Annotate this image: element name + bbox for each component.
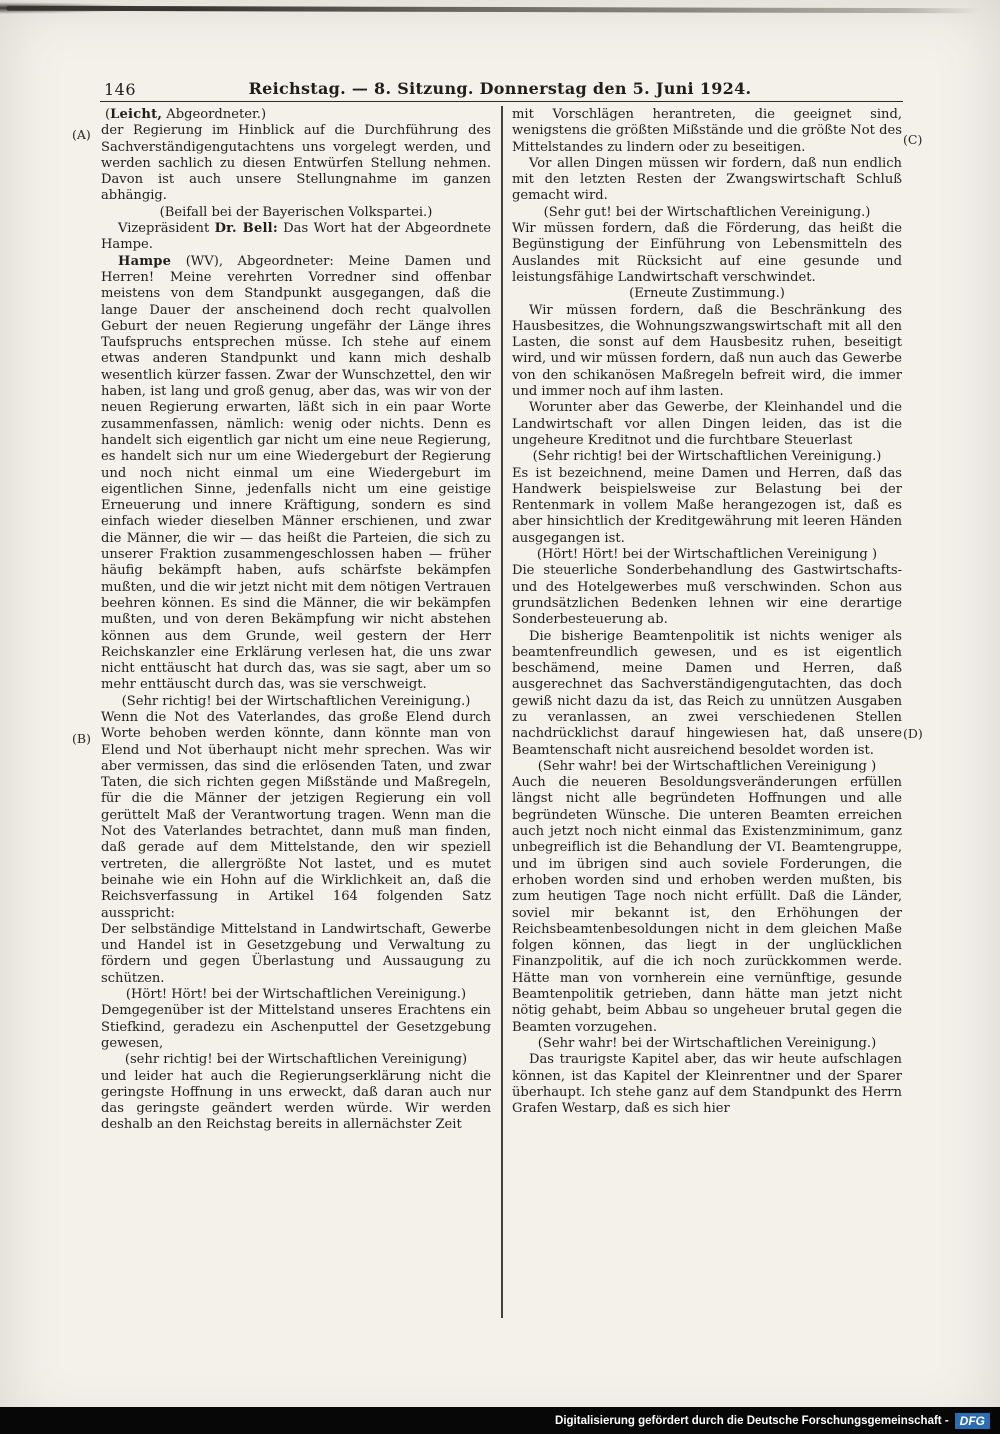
- stage-direction: (Hört! Hört! bei der Wirtschaftlichen Vereinigung ): [536, 547, 878, 563]
- margin-marker-a: (A): [72, 127, 91, 142]
- margin-marker-d: (D): [903, 726, 923, 741]
- block-quote: Der selbständige Mittelstand in Landwirtschaft, Gewerbe und Handel ist in Gesetzgebung und Verwaltung zu fördern und gegen Überlastung und Aussaugung zu schützen.: [101, 921, 491, 986]
- body-paragraph: und leider hat auch die Regierungserklärung nicht die geringste Hoffnung in uns erweckt, daß daran auch nur das geringste geändert werden würde. Wir werden deshalb an den Reichstag bereits in allernächster Zeit: [101, 1068, 491, 1133]
- bold-name: Dr. Bell:: [214, 221, 278, 237]
- page-number: 146: [104, 80, 137, 99]
- body-paragraph: mit Vorschlägen herantreten, die geeignet sind, wenigstens die größten Mißstände und die größte Not des Mittelstandes zu lindern oder zu beseitigen.: [512, 107, 902, 155]
- body-paragraph: Vor allen Dingen müssen wir fordern, daß nun endlich mit den letzten Resten der Zwangswirtschaft Schluß gemacht wird.: [512, 155, 902, 204]
- body-paragraph: Wir müssen fordern, daß die Förderung, das heißt die Begünstigung der Einführung von Lebensmitteln des Auslandes mit Rücksicht auf eine gesunde und leistungsfähige Landwirtschaft verschwindet.: [512, 221, 902, 285]
- body-paragraph: Wenn die Not des Vaterlandes, das große Elend durch Worte behoben werden könnte, dann könnte man von Elend und Not überhaupt nicht mehr sprechen. Was wir aber vermissen, das sind die erlösenden Taten, und zwar Taten, die sich richten gegen Mißstände und Maßregeln, für die die Männer der jetzigen Regierung ein voll gerüttelt Maß der Verantwortung tragen. Wenn man die Not des Vaterlandes betrachtet, dann muß man finden, daß gerade auf dem Mittelstande, den wir speziell vertreten, die allergrößte Not lastet, und es mutet beinahe wie ein Hohn auf die Wirklichkeit an, daß die Reichsverfassung in Artikel 164 folgenden Satz ausspricht:: [101, 709, 491, 921]
- speaker-paragraph: Vizepräsident Dr. Bell: Das Wort hat der Abgeordnete Hampe.: [101, 221, 491, 253]
- body-paragraph: Worunter aber das Gewerbe, der Kleinhandel und die Landwirtschaft vor allen Dingen leiden, das ist die ungeheure Kreditnot und die furchtbare Steuerlast: [512, 400, 902, 448]
- stage-direction: (Sehr gut! bei der Wirtschaftlichen Vereinigung.): [543, 204, 871, 220]
- bold-name: Leicht,: [110, 107, 163, 122]
- body-paragraph: der Regierung im Hinblick auf die Durchführung des Sachverständigengutachtens uns vorgelegt werden, und werden sachlich zu diesen Entwürfen Stellung nehmen. Davon ist auch unsere Stellungnahme im ganzen abhängig.: [101, 123, 491, 204]
- body-paragraph: Es ist bezeichnend, meine Damen und Herren, daß das Handwerk beispielsweise zur Belastung bei der Rentenmark in vollem Maße herangezogen ist, daß es aber hinsichtlich der Kreditgewährung mit leeren Händen ausgegangen ist.: [512, 465, 902, 546]
- margin-marker-c: (C): [903, 132, 923, 147]
- page-header-title: Reichstag. — 8. Sitzung. Donnerstag den 5. Juni 1924.: [248, 79, 752, 98]
- stage-direction: (sehr richtig! bei der Wirtschaftlichen Vereinigung): [124, 1052, 468, 1068]
- digitization-credit-text: Digitalisierung gefördert durch die Deutsche Forschungsgemeinschaft -: [555, 1414, 949, 1427]
- body-paragraph: Die steuerliche Sonderbehandlung des Gastwirtschafts- und des Hotelgewerbes muß verschwinden. Schon aus grundsätzlichen Bedenken lehnen wir eine derartige Sonderbesteuerung ab.: [512, 563, 902, 628]
- body-paragraph: Die bisherige Beamtenpolitik ist nichts weniger als beamtenfreundlich gewesen, und es ist eigentlich beschämend, meine Damen und Herren, daß ausgerechnet das Sachverständigengutachten, das doch gewiß nicht dazu da ist, das Reich zu unnützen Ausgaben zu veranlassen, an zwei verschiedenen Stellen nachdrücklichst darauf hingewiesen hat, daß unsere Beamtenschaft nicht ausreichend besoldet worden ist.: [512, 628, 902, 758]
- continuation-note: (Leicht, Abgeordneter.): [105, 107, 267, 122]
- stage-direction: (Sehr richtig! bei der Wirtschaftlichen Vereinigung.): [121, 693, 471, 709]
- stage-direction: (Erneute Zustimmung.): [629, 286, 785, 302]
- left-text-column: [101, 107, 491, 1134]
- scan-artifact-line: [6, 6, 981, 14]
- body-paragraph: Auch die neueren Besoldungsveränderungen erfüllen längst nicht alle begründeten Hoffnungen und alle begründeten Wünsche. Die unteren Beamten erreichen auch jetzt noch nicht einmal das Existenzminimum, ganz unbegreiflich ist die Behandlung der VI. Beamtengruppe, und im übrigen sind auch soviele Forderungen, die erhoben worden sind und erhoben werden mußten, bis zum heutigen Tage noch nicht erfüllt. Daß die Länder, soviel mir bekannt ist, den Erhöhungen der Reichsbeamtenbesoldungen nicht in dem gleichen Maße folgen können, das liegt in der unglücklichen Finanzpolitik, auf die ich noch zurückkommen werde. Hätte man von vornherein eine vernünftige, gesunde Beamtenpolitik getrieben, dann hätte man jetzt nicht nötig gehabt, beim Abbau so ungeheuer brutal gegen die Beamten vorzugehen.: [512, 775, 902, 1035]
- stage-direction: (Sehr wahr! bei der Wirtschaftlichen Vereinigung.): [537, 1035, 877, 1051]
- body-paragraph: Das traurigste Kapitel aber, das wir heute aufschlagen können, ist das Kapitel der Kleinrentner und der Sparer überhaupt. Ich stehe ganz auf dem Standpunkt des Herrn Grafen Westarp, daß es sich hier: [512, 1052, 902, 1117]
- dfg-logo: DFG: [955, 1413, 990, 1429]
- stage-direction: (Beifall bei der Bayerischen Volkspartei.): [159, 204, 433, 220]
- body-paragraph: Demgegenüber ist der Mittelstand unseres Erachtens ein Stiefkind, geradezu ein Aschenputtel der Gesetzgebung gewesen,: [101, 1003, 491, 1051]
- body-paragraph: Wir müssen fordern, daß die Beschränkung des Hausbesitzes, die Wohnungszwangswirtschaft mit all den Lasten, die sonst auf dem Hausbesitz ruhen, beseitigt wird, und wir müssen fordern, daß nun auch das Gewerbe von den schikanösen Maßregeln befreit wird, die immer und immer noch auf ihm lasten.: [512, 302, 902, 400]
- right-text-column: [512, 107, 902, 1117]
- column-divider-rule: [501, 106, 503, 1318]
- header-rule: [100, 101, 903, 102]
- digitization-footer-bar: [0, 1407, 1000, 1434]
- bold-name: Hampe: [118, 253, 172, 269]
- stage-direction: (Hört! Hört! bei der Wirtschaftlichen Vereinigung.): [125, 987, 467, 1003]
- stage-direction: (Sehr wahr! bei der Wirtschaftlichen Vereinigung ): [537, 758, 877, 774]
- margin-marker-b: (B): [72, 731, 91, 746]
- stage-direction: (Sehr richtig! bei der Wirtschaftlichen Vereinigung.): [532, 449, 882, 465]
- speaker-paragraph: Hampe (WV), Abgeordneter: Meine Damen und Herren! Meine verehrten Vorredner sind offenbar meistens von dem Standpunkt ausgegangen, daß die lange Dauer der anscheinend doch recht qualvollen Geburt der neuen Regierung ungefähr der Länge ihres Taufspruchs entsprechen müsse. Ich stehe auf einem etwas anderen Standpunkt und kann mich deshalb wesentlich kürzer fassen. Zwar der Wunschzettel, den wir haben, ist lang und groß genug, aber das, was wir von der neuen Regierung erwarten, läßt sich in ein paar Worte zusammenfassen, nämlich: wenig oder nichts. Denn es handelt sich eigentlich gar nicht um eine neue Regierung, es handelt sich nur um eine Wiedergeburt der Regierung und noch nicht einmal um eine Wiedergeburt im eigentlichen Sinne, jedenfalls nicht um eine geistige Erneuerung und innere Kräftigung, sondern es sind einfach wieder dieselben Männer erschienen, und zwar die Männer, die wir — das heißt die Parteien, die sich zu unserer Fraktion zusammengeschlossen haben — früher häufig bekämpft haben, aufs schärfste bekämpfen mußten, und die wir jetzt nicht mit dem nötigen Vertrauen beehren können. Es sind die Männer, die wir bekämpfen mußten, und von deren Bekämpfung wir nicht abstehen können aus dem Grunde, weil gestern der Herr Reichskanzler eine Erklärung verlesen hat, die uns zwar nicht enttäuscht hat durch das, was sie sagt, aber um so mehr enttäuscht durch das, was sie verschweigt.: [101, 253, 491, 693]
